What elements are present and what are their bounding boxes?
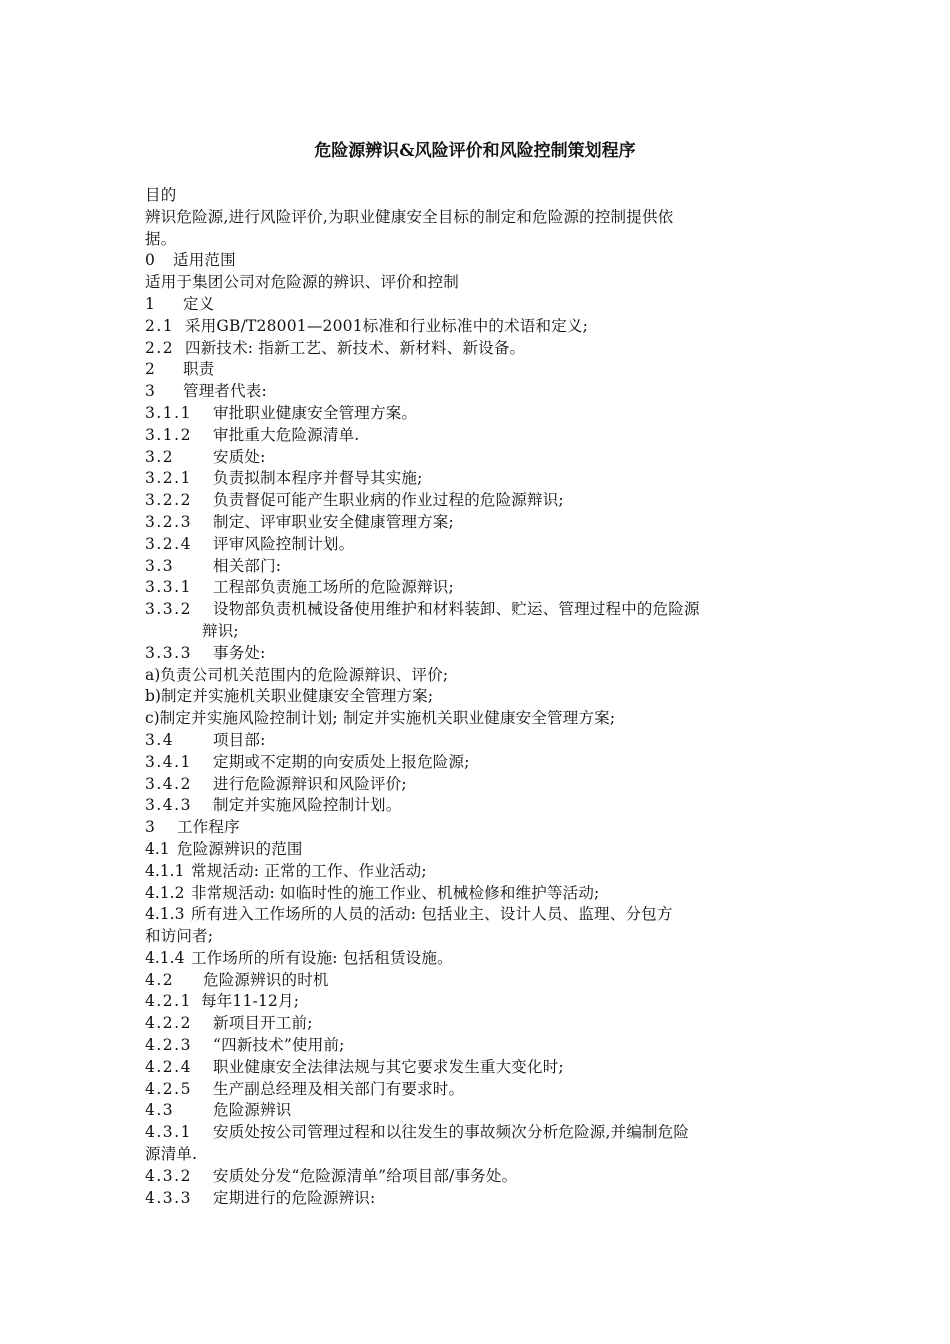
clause-continuation: 辩识; bbox=[202, 621, 239, 640]
clause-number: 3.4.2 bbox=[145, 774, 192, 793]
section-heading: 2 职责 bbox=[145, 359, 815, 381]
body-line: 辨识危险源,进行风险评价,为职业健康安全目标的制定和危险源的控制提供依 bbox=[145, 207, 674, 226]
clause-line: 3.2 安质处: bbox=[145, 447, 815, 469]
clause-line: 4.1.2 非常规活动: 如临时性的施工作业、机械检修和维护等活动; bbox=[145, 883, 815, 905]
clause-number: 4.3.2 bbox=[145, 1166, 192, 1185]
clause-line: 4.3.1 安质处按公司管理过程和以往发生的事故频次分析危险源,并编制危险 bbox=[145, 1122, 815, 1144]
clause-line: 4.1.4 工作场所的所有设施: 包括租赁设施。 bbox=[145, 948, 815, 970]
clause-line: 2.2 四新技术: 指新工艺、新技术、新材料、新设备。 bbox=[145, 338, 815, 360]
clause-line: 4.1.3 所有进入工作场所的人员的活动: 包括业主、设计人员、监理、分包方 bbox=[145, 904, 815, 926]
section-number: 3 bbox=[145, 818, 157, 837]
clause-line: 2.1 采用GB/T28001—2001标准和行业标准中的术语和定义; bbox=[145, 316, 815, 338]
clause-line: 3.4.1 定期或不定期的向安质处上报危险源; bbox=[145, 752, 815, 774]
section-heading: 0 适用范围 bbox=[145, 250, 815, 272]
clause-line: 3.2.3 制定、评审职业安全健康管理方案; bbox=[145, 512, 815, 534]
clause-number: 4.1 bbox=[145, 839, 170, 858]
list-marker: c) bbox=[145, 709, 160, 728]
section-number: 3 bbox=[145, 382, 157, 401]
clause-line: 4.2.1 每年11-12月; bbox=[145, 991, 815, 1013]
body-line: 目的 bbox=[145, 186, 177, 204]
list-item: c)制定并实施风险控制计划; 制定并实施机关职业健康安全管理方案; bbox=[145, 708, 815, 730]
clause-number: 4.1.1 bbox=[145, 861, 185, 880]
clause-number: 4.3 bbox=[145, 1101, 175, 1120]
clause-number: 3.4.3 bbox=[145, 796, 192, 815]
clause-number: 3.4 bbox=[145, 730, 175, 749]
clause-number: 3.2.2 bbox=[145, 491, 192, 510]
clause-line: 4.2.3 “四新技术”使用前; bbox=[145, 1035, 815, 1057]
clause-number: 3.4.1 bbox=[145, 752, 192, 771]
clause-number: 2.2 bbox=[145, 338, 175, 357]
body-line: 适用于集团公司对危险源的辨识、评价和控制 bbox=[145, 273, 460, 292]
clause-line: 3.1.1 审批职业健康安全管理方案。 bbox=[145, 403, 815, 425]
clause-number: 4.3.3 bbox=[145, 1188, 192, 1207]
clause-line: 3.4 项目部: bbox=[145, 730, 815, 752]
clause-line: 4.3.2 安质处分发“危险源清单”给项目部/事务处。 bbox=[145, 1166, 815, 1188]
clause-number: 3.3.1 bbox=[145, 578, 192, 597]
clause-line: 3.4.3 制定并实施风险控制计划。 bbox=[145, 795, 815, 817]
clause-line: 3.3.2 设物部负责机械设备使用维护和材料装卸、贮运、管理过程中的危险源 bbox=[145, 599, 815, 621]
clause-line: 3.2.1 负责拟制本程序并督导其实施; bbox=[145, 468, 815, 490]
section-heading: 1 定义 bbox=[145, 294, 815, 316]
clause-number: 2.1 bbox=[145, 316, 175, 335]
clause-line: 3.3.3 事务处: bbox=[145, 643, 815, 665]
clause-number: 4.3.1 bbox=[145, 1123, 192, 1142]
clause-continuation: 和访问者; bbox=[145, 927, 214, 946]
clause-number: 4.1.2 bbox=[145, 883, 185, 902]
clause-line: 3.4.2 进行危险源辩识和风险评价; bbox=[145, 774, 815, 796]
list-marker: a) bbox=[145, 665, 161, 684]
clause-line: 4.3 危险源辨识 bbox=[145, 1100, 815, 1122]
clause-line: 4.2.5 生产副总经理及相关部门有要求时。 bbox=[145, 1079, 815, 1101]
document-body bbox=[145, 185, 815, 1209]
clause-number: 4.2.4 bbox=[145, 1057, 192, 1076]
clause-number: 3.2 bbox=[145, 447, 175, 466]
clause-line: 4.2 危险源辨识的时机 bbox=[145, 970, 815, 992]
section-heading: 3 工作程序 bbox=[145, 817, 815, 839]
list-item: b)制定并实施机关职业健康安全管理方案; bbox=[145, 686, 815, 708]
clause-line: 4.3.3 定期进行的危险源辨识: bbox=[145, 1188, 815, 1210]
clause-number: 4.2.3 bbox=[145, 1036, 192, 1055]
body-line: 据。 bbox=[145, 229, 177, 248]
clause-continuation: 源清单. bbox=[145, 1145, 198, 1164]
clause-line: 4.1 危险源辨识的范围 bbox=[145, 839, 815, 861]
clause-number: 3.3.2 bbox=[145, 600, 192, 619]
clause-number: 3.2.3 bbox=[145, 512, 192, 531]
clause-line: 3.2.4 评审风险控制计划。 bbox=[145, 534, 815, 556]
section-number: 2 bbox=[145, 360, 157, 379]
document-title: 危险源辨识&风险评价和风险控制策划程序 bbox=[314, 141, 636, 161]
clause-number: 4.2 bbox=[145, 970, 175, 989]
clause-number: 3.3 bbox=[145, 556, 175, 575]
clause-number: 3.1.2 bbox=[145, 425, 192, 444]
list-item: a)负责公司机关范围内的危险源辩识、评价; bbox=[145, 665, 815, 687]
clause-number: 4.2.5 bbox=[145, 1079, 192, 1098]
clause-number: 4.2.2 bbox=[145, 1014, 192, 1033]
clause-number: 3.1.1 bbox=[145, 403, 192, 422]
clause-line: 3.2.2 负责督促可能产生职业病的作业过程的危险源辩识; bbox=[145, 490, 815, 512]
clause-line: 4.2.2 新项目开工前; bbox=[145, 1013, 815, 1035]
clause-line: 4.2.4 职业健康安全法律法规与其它要求发生重大变化时; bbox=[145, 1057, 815, 1079]
section-heading: 3 管理者代表: bbox=[145, 381, 815, 403]
clause-number: 4.2.1 bbox=[145, 992, 192, 1011]
clause-line: 3.1.2 审批重大危险源清单. bbox=[145, 425, 815, 447]
section-number: 1 bbox=[145, 294, 157, 313]
clause-number: 4.1.3 bbox=[145, 905, 185, 924]
clause-line: 3.3 相关部门: bbox=[145, 556, 815, 578]
clause-line: 4.1.1 常规活动: 正常的工作、作业活动; bbox=[145, 861, 815, 883]
section-number: 0 bbox=[145, 251, 157, 270]
clause-number: 3.3.3 bbox=[145, 643, 192, 662]
clause-number: 3.2.4 bbox=[145, 534, 192, 553]
clause-number: 3.2.1 bbox=[145, 469, 192, 488]
list-marker: b) bbox=[145, 687, 161, 706]
clause-number: 4.1.4 bbox=[145, 948, 185, 967]
clause-line: 3.3.1 工程部负责施工场所的危险源辩识; bbox=[145, 577, 815, 599]
